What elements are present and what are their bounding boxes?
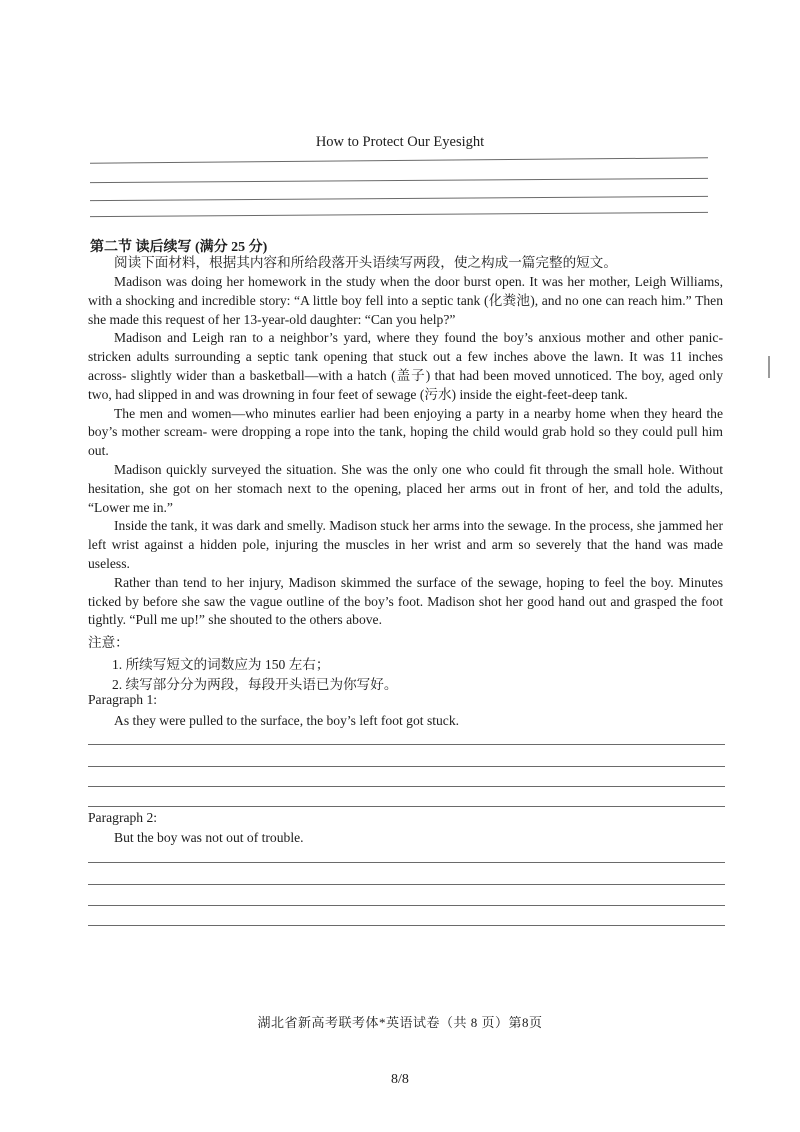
writing-line	[90, 157, 708, 163]
paragraph-1-starter: As they were pulled to the surface, the boy’s left foot got stuck.	[114, 713, 460, 728]
writing-line	[88, 744, 725, 745]
writing-line	[90, 196, 708, 201]
paragraph-2-label: Paragraph 2:	[88, 810, 158, 825]
essay-title: How to Protect Our Eyesight	[315, 134, 485, 150]
writing-line	[88, 786, 725, 787]
story-paragraph: Madison quickly surveyed the situation. She was the only one who could fit through the small hole. Without hesitation, she got on her stomach next to the opening, placed her arms out in front of her, and told the adults, “Lower me in.”	[88, 461, 723, 515]
writing-line	[90, 178, 708, 183]
story-paragraph: Madison and Leigh ran to a neighbor’s yard, where they found the boy’s anxious mother and other panic-stricken adults surrounding a septic tank opening that stuck out a few inches above the lawn. It was 11 inches across- slightly wider than a basketball—with a hatch (盖子) that had been moved unnoticed. The boy, aged only two, had slipped in and was drowning in four feet of sewage (污水) inside the eight-feet-deep tank.	[88, 330, 723, 402]
notes-heading: 注意：	[88, 635, 129, 650]
note-item: 2. 续写部分分为两段，每段开头语已为你写好。	[112, 677, 398, 692]
story-paragraph: The men and women—who minutes earlier had been enjoying a party in a nearby home when they heard the boy’s mother scream- were dropping a rope into the tank, hoping the child would grab hold so they could pull him out.	[88, 405, 723, 459]
paragraph-1-label: Paragraph 1:	[88, 692, 158, 707]
story-paragraph: Inside the tank, it was dark and smelly. Madison stuck her arms into the sewage. In the process, she jammed her left wrist against a hidden pole, injuring the muscles in her wrist and arm so severely that the hand was made useless.	[88, 518, 723, 571]
writing-line	[88, 766, 725, 767]
note-item: 1. 所续写短文的词数应为 150 左右；	[112, 657, 330, 672]
instruction: 阅读下面材料，根据其内容和所给段落开头语续写两段，使之构成一篇完整的短文。	[114, 255, 617, 270]
story-paragraph: Rather than tend to her injury, Madison skimmed the surface of the sewage, hoping to feel the boy. Minutes ticked by before she saw the vague outline of the boy’s foot. Madison shot her good hand out and grasped the foot tightly. “Pull me up!” she shouted to the others above.	[88, 574, 723, 628]
paragraph-2-starter: But the boy was not out of trouble.	[114, 830, 304, 845]
writing-line	[88, 925, 725, 926]
writing-line	[88, 905, 725, 906]
writing-line	[90, 212, 708, 217]
scan-margin-mark	[768, 356, 770, 378]
section-heading: 第二节 读后续写 (满分 25 分)	[90, 240, 268, 255]
page-number: 8/8	[391, 1072, 409, 1087]
story-passage	[88, 273, 723, 630]
writing-line	[88, 806, 725, 807]
writing-line	[88, 862, 725, 863]
story-paragraph: Madison was doing her homework in the study when the door burst open. It was her mother, Leigh Williams, with a shocking and incredible story: “A little boy fell into a septic tank (化粪池), and no one can reach him.” Then she made this request of her 13-year-old daughter: “Can you help?”	[88, 274, 723, 327]
page-footer: 湖北省新高考联考体*英语试卷（共 8 页）第8页	[257, 1015, 543, 1030]
writing-line	[88, 884, 725, 885]
